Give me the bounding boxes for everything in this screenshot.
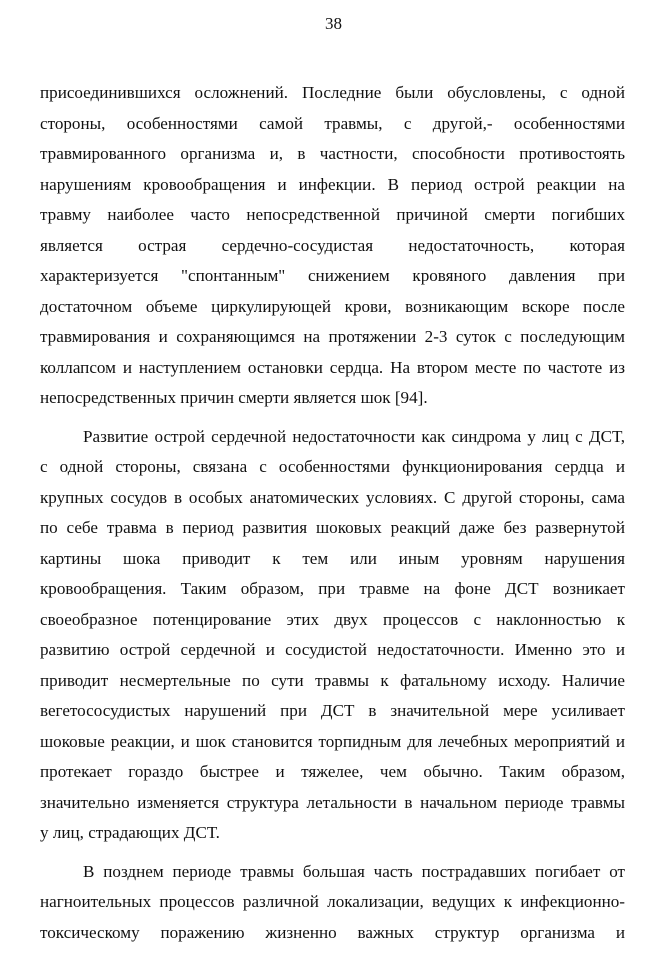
paragraph-3 xyxy=(40,857,625,949)
text-line: Развитие острой сердечной недостаточности как синдрома у лиц с ДСТ, xyxy=(83,426,625,446)
text-line: токсическому поражению жизненно важных структур организма и xyxy=(40,922,625,942)
text-line: присоединившихся осложнений. Последние были обусловлены, с одной xyxy=(40,83,625,102)
page-number: 38 xyxy=(325,14,342,33)
paragraph-spacing xyxy=(40,414,625,422)
text-line: развитию острой сердечной и сосудистой недостаточности. Именно это и xyxy=(40,640,625,659)
text-line: значительно изменяется структура летальности в начальном периоде травмы xyxy=(40,792,625,812)
paragraph-2 xyxy=(40,422,625,849)
text-line: травму наиболее часто непосредственной причиной смерти погибших xyxy=(40,205,625,224)
text-line: нарушениям кровообращения и инфекции. В период острой реакции на xyxy=(40,174,625,194)
text-line: с одной стороны, связана с особенностями функционирования сердца и xyxy=(40,457,625,476)
text-line: травмированного организма и, в частности, способности противостоять xyxy=(40,144,625,163)
text-line: своеобразное потенцирование этих двух процессов с наклонностью к xyxy=(40,609,625,629)
text-line: коллапсом и наступлением остановки сердца. На втором месте по частоте из xyxy=(40,357,625,377)
paragraph-1 xyxy=(40,78,625,414)
text-line: является острая сердечно-сосудистая недостаточность, которая xyxy=(40,235,625,255)
text-line: характеризуется "спонтанным" снижением кровяного давления при xyxy=(40,266,625,285)
text-line: нагноительных процессов различной локализации, ведущих к инфекционно- xyxy=(40,892,625,911)
text-line: шоковые реакции, и шок становится торпидным для лечебных мероприятий и xyxy=(40,731,625,751)
document-body xyxy=(40,78,625,948)
text-line: вегетососудистых нарушений при ДСТ в значительной мере усиливает xyxy=(40,701,625,720)
text-line: протекает гораздо быстрее и тяжелее, чем обычно. Таким образом, xyxy=(40,762,625,781)
text-line: непосредственных причин смерти является шок [94]. xyxy=(40,388,428,407)
text-line: приводит несмертельные по сути травмы к фатальному исходу. Наличие xyxy=(40,670,625,690)
paragraph-spacing xyxy=(40,849,625,857)
text-line: достаточном объеме циркулирующей крови, возникающим вскоре после xyxy=(40,296,625,316)
text-line: крупных сосудов в особых анатомических условиях. С другой стороны, сама xyxy=(40,487,625,507)
text-line: стороны, особенностями самой травмы, с другой,- особенностями xyxy=(40,113,625,133)
text-line: кровообращения. Таким образом, при травме на фоне ДСТ возникает xyxy=(40,579,625,598)
text-line: травмирования и сохраняющимся на протяжении 2-3 суток с последующим xyxy=(40,327,625,346)
text-line: по себе травма в период развития шоковых реакций даже без развернутой xyxy=(40,518,625,537)
text-line: у лиц, страдающих ДСТ. xyxy=(40,823,220,842)
text-line: картины шока приводит к тем или иным уровням нарушения xyxy=(40,548,625,568)
text-line: В позднем периоде травмы большая часть пострадавших погибает от xyxy=(83,861,625,881)
